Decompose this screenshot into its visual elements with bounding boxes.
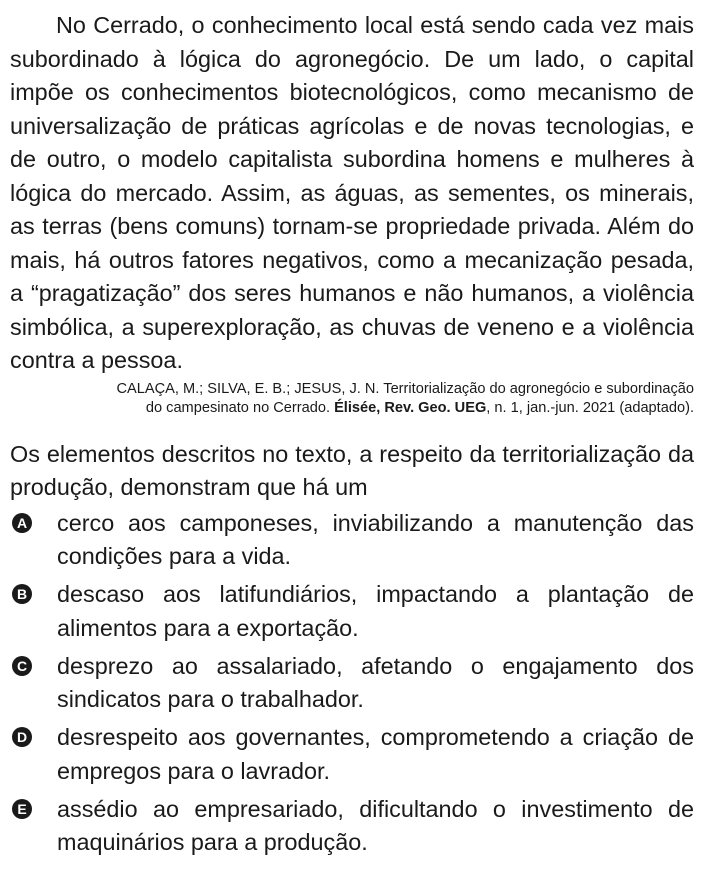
option-a[interactable] xyxy=(10,507,694,574)
source-citation xyxy=(10,380,694,418)
option-b-text: descaso aos latifundiários, impactando a plantação de alimentos para a exportação. xyxy=(57,581,694,641)
citation-line-2 xyxy=(12,399,694,418)
citation-journal: Élisée, Rev. Geo. UEG xyxy=(334,399,487,416)
answer-options xyxy=(10,507,694,860)
citation-subtitle: do campesinato no Cerrado. xyxy=(145,399,331,416)
question-stem: Os elementos descritos no texto, a respeito da territorialização da produção, demonstram que há um xyxy=(10,440,694,500)
option-e-letter-badge: E xyxy=(12,799,32,819)
source-passage: No Cerrado, o conhecimento local está sendo cada vez mais subordinado à lógica do agronegócio. De um lado, o capital impõe os conhecimentos biotecnológicos, como mecanismo de universalização de práticas agrícolas e de novas tecnologias, e de outro, o modelo capitalista subordina homens e mulheres à lógica do mercado. Assim, as águas, as sementes, os minerais, as terras (bens comuns) tornam-se propriedade privada. Além do mais, há outros fatores negativos, como a mecanização pesada, a “pragatização” dos seres humanos e não humanos, a violência simbólica, a superexploração, as chuvas de veneno e a violência contra a pessoa. xyxy=(10,12,694,373)
option-a-letter-badge: A xyxy=(12,513,32,533)
option-d[interactable] xyxy=(10,721,694,788)
option-d-text: desrespeito aos governantes, comprometendo a criação de empregos para o lavrador. xyxy=(57,724,694,784)
option-e-text: assédio ao empresariado, dificultando o investimento de maquinários para a produção. xyxy=(57,795,694,855)
option-c[interactable] xyxy=(10,650,694,717)
option-b-letter-badge: B xyxy=(12,584,32,604)
citation-authors-title: CALAÇA, M.; SILVA, E. B.; JESUS, J. N. Territorialização do agronegócio e subordinação xyxy=(116,380,694,397)
option-d-letter-badge: D xyxy=(12,727,32,747)
option-b[interactable] xyxy=(10,578,694,645)
option-c-letter-badge: C xyxy=(12,656,32,676)
option-e[interactable] xyxy=(10,793,694,860)
citation-details: , n. 1, jan.-jun. 2021 (adaptado). xyxy=(486,399,694,416)
option-c-text: desprezo ao assalariado, afetando o engajamento dos sindicatos para o trabalhador. xyxy=(57,652,694,712)
option-a-text: cerco aos camponeses, inviabilizando a manutenção das condições para a vida. xyxy=(57,509,694,569)
